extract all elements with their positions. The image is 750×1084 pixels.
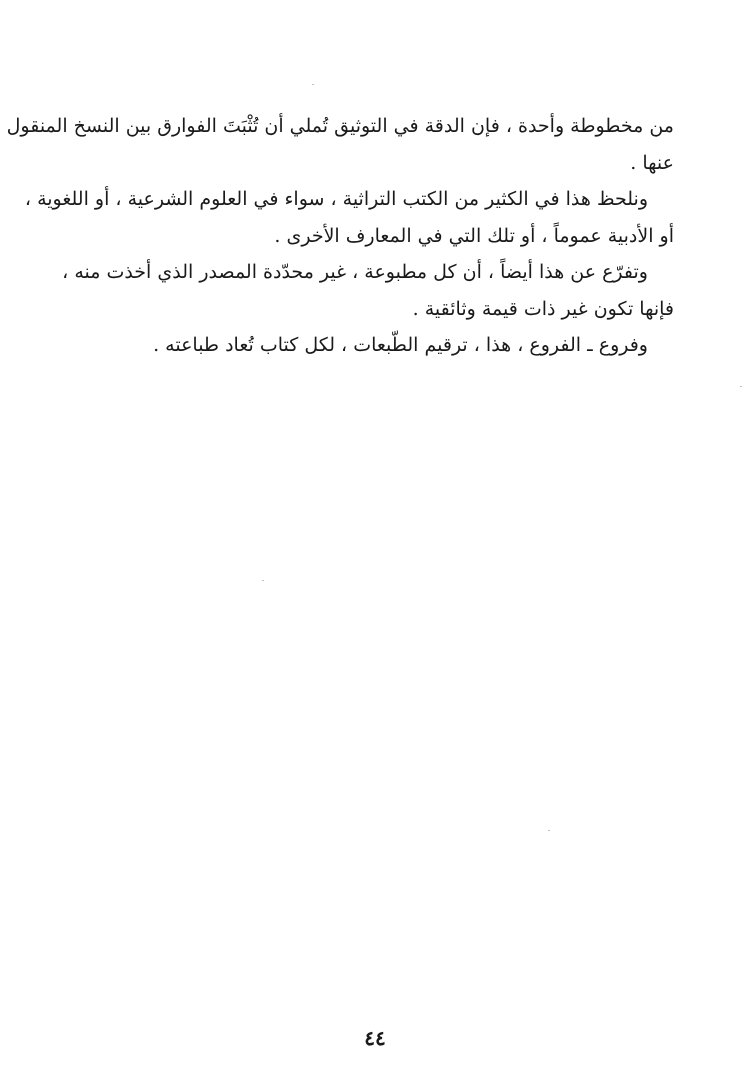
- text-line-2: عنها .: [630, 151, 674, 174]
- scan-speck: [548, 830, 550, 831]
- scan-speck: [740, 386, 742, 387]
- text-line-3: ونلحظ هذا في الكثير من الكتب التراثية ، سواء في العلوم الشرعية ، أو اللغوية ،: [24, 188, 648, 210]
- text-line-5: وتفرّع عن هذا أيضاً ، أن كل مطبوعة ، غير محدّدة المصدر الذي أخذت منه ،: [62, 261, 648, 283]
- text-line-6: فإنها تكون غير ذات قيمة وثائقية .: [412, 297, 674, 320]
- page-number: ٤٤: [364, 1026, 386, 1050]
- text-line-4: أو الأدبية عموماً ، أو تلك التي في المعارف الأخرى .: [274, 224, 674, 247]
- text-line-1: من مخطوطة وأحدة ، فإن الدقة في التوثيق تُملي أن تُثْبَتَ الفوارق بين النسخ المنقول: [6, 115, 674, 137]
- scan-speck: [262, 580, 264, 581]
- text-line-7: وفروع ـ الفروع ، هذا ، ترقيم الطّبعات ، لكل كتاب تُعاد طباعته .: [153, 334, 648, 356]
- body-text: [6, 108, 674, 364]
- scan-speck: [312, 84, 314, 85]
